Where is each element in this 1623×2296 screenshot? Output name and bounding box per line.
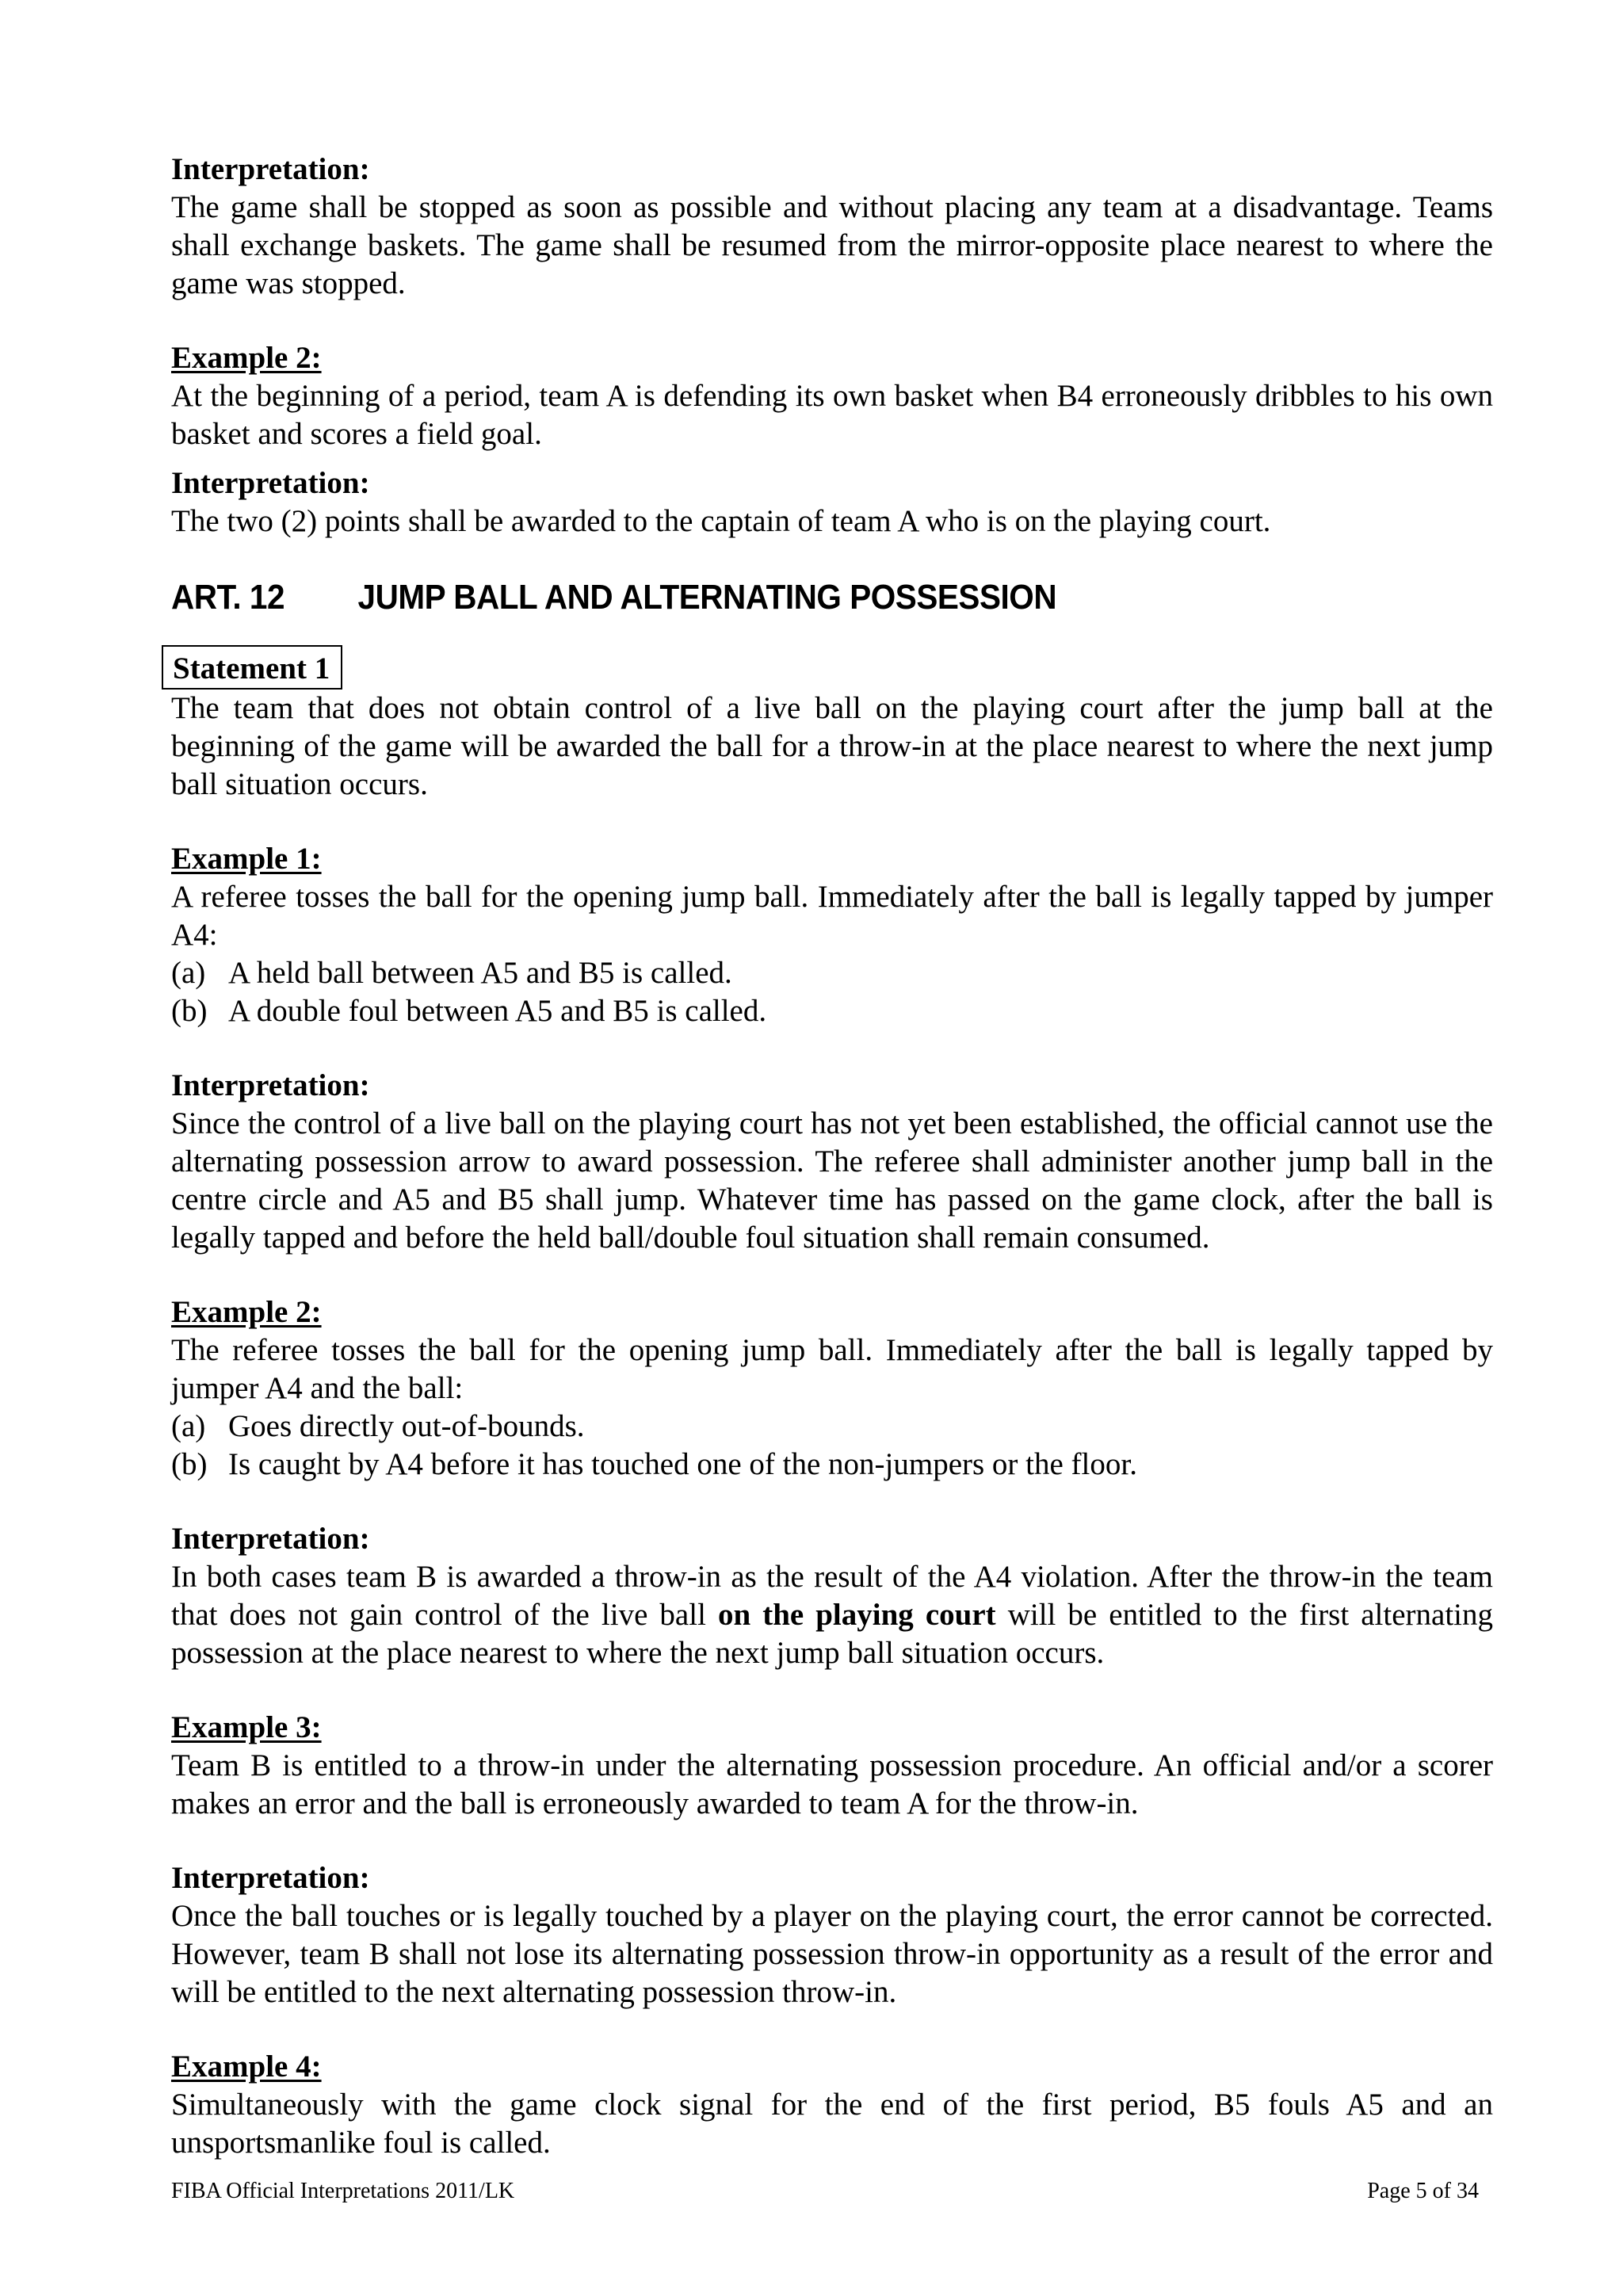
example-text: A referee tosses the ball for the opening jump ball. Immediately after the ball is legally tapped by jumper A4: [171, 880, 1493, 952]
interpretation-text-part: In both cases team B is awarded a throw-in as the result of the A4 violation. After the throw-in the team that does not gain control of the live ball [171, 1560, 1493, 1632]
article-heading [171, 575, 1388, 620]
list-item [171, 992, 1493, 1030]
list-marker: (b) [171, 1447, 208, 1481]
example-text: The referee tosses the ball for the opening jump ball. Immediately after the ball is legally tapped by jumper A4 and the ball: [171, 1333, 1493, 1405]
interpretation-heading: Interpretation: [171, 466, 370, 500]
list-text: A held ball between A5 and B5 is called. [228, 956, 732, 990]
interpretation-heading: Interpretation: [171, 1861, 370, 1895]
interpretation-text: The two (2) points shall be awarded to the captain of team A who is on the playing court. [171, 504, 1271, 538]
list-item [171, 1446, 1493, 1484]
example-heading: Example 2: [171, 1295, 322, 1329]
page-footer [171, 2178, 1479, 2205]
list-text: Is caught by A4 before it has touched one of the non-jumpers or the floor. [228, 1447, 1137, 1481]
example-text: At the beginning of a period, team A is defending its own basket when B4 erroneously dribbles to his own basket and scores a field goal. [171, 379, 1493, 451]
footer-document-title: FIBA Official Interpretations 2011/LK [171, 2179, 515, 2203]
interpretation-heading: Interpretation: [171, 1068, 370, 1102]
list-marker: (a) [171, 956, 206, 990]
emphasis-text: on the playing court [717, 1598, 996, 1632]
document-page [171, 151, 1493, 2162]
interpretation-text: Once the ball touches or is legally touched by a player on the playing court, the error cannot be corrected. However, team B shall not lose its alternating possession throw-in opportunity as a result of the error and will be entitled to the next alternating possession throw-in. [171, 1899, 1493, 2009]
interpretation-text-part: will be entitled to the first alternating possession at the place nearest to where the next jump ball situation occurs. [171, 1598, 1494, 1670]
article-title: JUMP BALL AND ALTERNATING POSSESSION [357, 578, 1057, 617]
list-marker: (b) [171, 994, 208, 1028]
list-item [171, 954, 1493, 992]
interpretation-heading: Interpretation: [171, 1522, 370, 1556]
statement-text: The team that does not obtain control of a live ball on the playing court after the jump ball at the beginning of the game will be awarded the ball for a throw-in at the place nearest to where the next jump ball situation occurs. [171, 691, 1493, 801]
page-number: Page 5 of 34 [1367, 2179, 1479, 2203]
statement-label: Statement 1 [162, 645, 342, 690]
example-heading: Example 1: [171, 842, 322, 876]
interpretation-text: The game shall be stopped as soon as possible and without placing any team at a disadvantage. Teams shall exchange baskets. The game shall be resumed from the mirror-opposite place nearest to where the game was stopped. [171, 190, 1493, 300]
list-marker: (a) [171, 1409, 206, 1443]
example-heading: Example 3: [171, 1710, 322, 1744]
example-heading: Example 2: [171, 341, 322, 375]
list-item [171, 1408, 1493, 1446]
example-text: Team B is entitled to a throw-in under the alternating possession procedure. An official and/or a scorer makes an error and the ball is erroneously awarded to team A for the throw-in. [171, 1748, 1493, 1820]
example-text: Simultaneously with the game clock signal for the end of the first period, B5 fouls A5 and an unsportsmanlike foul is called. [171, 2088, 1493, 2160]
list-text: Goes directly out-of-bounds. [228, 1409, 585, 1443]
interpretation-text: Since the control of a live ball on the playing court has not yet been established, the official cannot use the alternating possession arrow to award possession. The referee shall administer another jump ball in the centre circle and A5 and B5 shall jump. Whatever time has passed on the game clock, after the ball is legally tapped and before the held ball/double foul situation shall remain consumed. [171, 1106, 1493, 1255]
list-text: A double foul between A5 and B5 is called. [228, 994, 767, 1028]
interpretation-text [171, 1558, 1493, 1672]
interpretation-heading: Interpretation: [171, 152, 370, 186]
example-heading: Example 4: [171, 2050, 322, 2084]
article-number: ART. 12 [171, 578, 285, 617]
